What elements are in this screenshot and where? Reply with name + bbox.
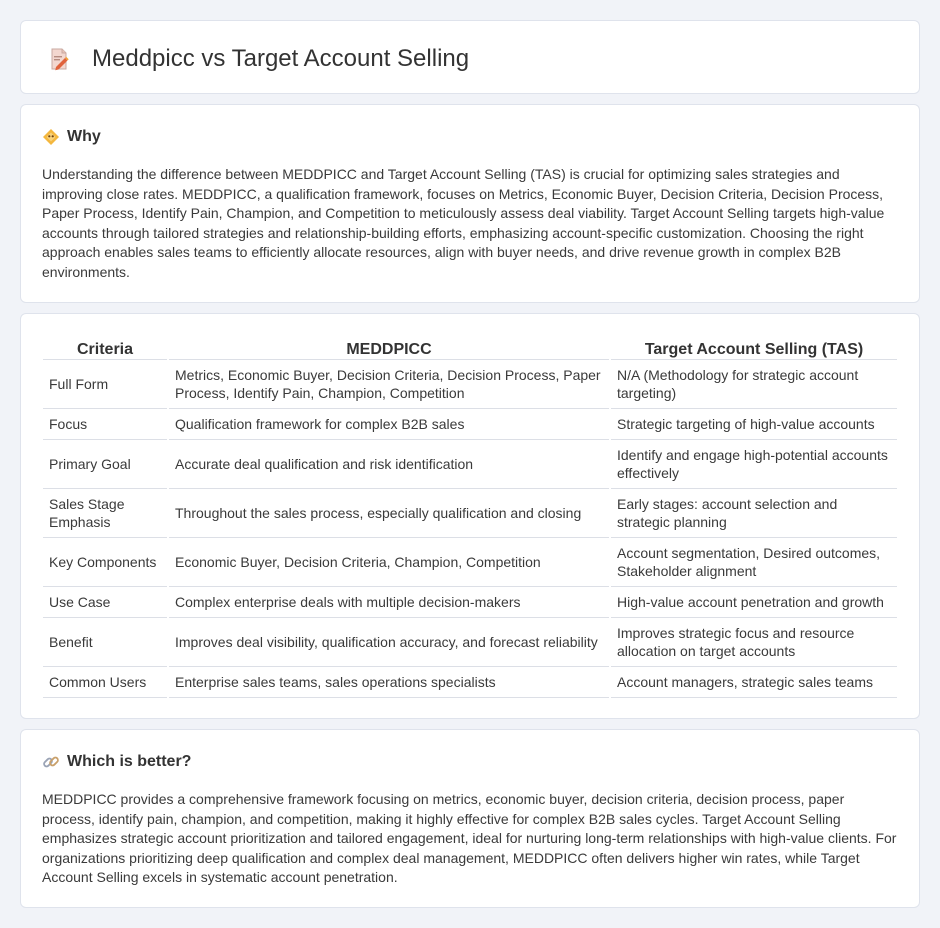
row-criteria: Full Form: [43, 360, 167, 409]
row-criteria: Use Case: [43, 587, 167, 618]
link-icon: [42, 753, 60, 771]
row-criteria: Common Users: [43, 667, 167, 698]
why-paragraph: Understanding the difference between MEDDPICC and Target Account Selling (TAS) is crucial for optimizing sales strategies and improving close rates. MEDDPICC, a qualification framework, focuses on Metrics, Economic Buyer, Decision Criteria, Decision Process, Paper Process, Identify Pain, Champion, and Competition to meticulously assess deal viability. Target Account Selling targets high-value accounts through tailored strategies and relationship-building efforts, emphasizing account-specific customization. Choosing the right approach enables sales teams to efficiently allocate resources, align with buyer needs, and drive revenue growth in complex B2B environments.: [42, 166, 885, 280]
header-meddpicc: MEDDPICC: [169, 332, 609, 360]
row-meddpicc: Improves deal visibility, qualification accuracy, and forecast reliability: [169, 618, 609, 667]
header-criteria: Criteria: [43, 332, 167, 360]
table-row: [43, 587, 897, 618]
row-meddpicc: Enterprise sales teams, sales operations specialists: [169, 667, 609, 698]
row-tas: Improves strategic focus and resource allocation on target accounts: [611, 618, 897, 667]
comparison-table: [41, 332, 899, 698]
why-heading: Why: [67, 128, 101, 145]
row-meddpicc: Qualification framework for complex B2B sales: [169, 409, 609, 440]
row-criteria: Primary Goal: [43, 440, 167, 489]
table-row: [43, 489, 897, 538]
table-header-row: [43, 332, 897, 360]
better-heading: Which is better?: [67, 753, 192, 770]
row-criteria: Key Components: [43, 538, 167, 587]
row-meddpicc: Metrics, Economic Buyer, Decision Criteria, Decision Process, Paper Process, Identify Pain, Champion, Competition: [169, 360, 609, 409]
why-section: [20, 104, 920, 303]
table-row: [43, 667, 897, 698]
why-heading-row: [42, 127, 101, 147]
row-tas: High-value account penetration and growth: [611, 587, 897, 618]
comparison-section: [20, 313, 920, 719]
better-heading-row: [42, 752, 191, 772]
row-meddpicc: Economic Buyer, Decision Criteria, Champion, Competition: [169, 538, 609, 587]
which-is-better-section: [20, 729, 920, 908]
table-row: [43, 440, 897, 489]
document-pen-icon: [47, 47, 71, 71]
row-criteria: Focus: [43, 409, 167, 440]
row-meddpicc: Accurate deal qualification and risk identification: [169, 440, 609, 489]
table-row: [43, 618, 897, 667]
row-tas: Early stages: account selection and strategic planning: [611, 489, 897, 538]
diamond-sparkle-icon: [42, 128, 60, 146]
header-tas: Target Account Selling (TAS): [611, 332, 897, 360]
row-meddpicc: Complex enterprise deals with multiple decision-makers: [169, 587, 609, 618]
table-row: [43, 360, 897, 409]
row-meddpicc: Throughout the sales process, especially qualification and closing: [169, 489, 609, 538]
better-paragraph: MEDDPICC provides a comprehensive framework focusing on metrics, economic buyer, decision criteria, decision process, paper process, identify pain, champion, and competition, making it highly effective for complex B2B sales cycles. Target Account Selling emphasizes strategic account prioritization and tailored engagement, ideal for nurturing long-term relationships with high-value clients. For organizations prioritizing deep qualification and complex deal management, MEDDPICC often delivers higher win rates, while Target Account Selling excels in systematic account penetration.: [42, 791, 897, 885]
row-tas: Identify and engage high-potential accounts effectively: [611, 440, 897, 489]
row-criteria: Sales Stage Emphasis: [43, 489, 167, 538]
row-tas: N/A (Methodology for strategic account targeting): [611, 360, 897, 409]
table-row: [43, 409, 897, 440]
row-criteria: Benefit: [43, 618, 167, 667]
row-tas: Account managers, strategic sales teams: [611, 667, 897, 698]
row-tas: Strategic targeting of high-value accounts: [611, 409, 897, 440]
table-row: [43, 538, 897, 587]
title-card: [20, 20, 920, 94]
page-title: Meddpicc vs Target Account Selling: [92, 45, 470, 72]
row-tas: Account segmentation, Desired outcomes, Stakeholder alignment: [611, 538, 897, 587]
